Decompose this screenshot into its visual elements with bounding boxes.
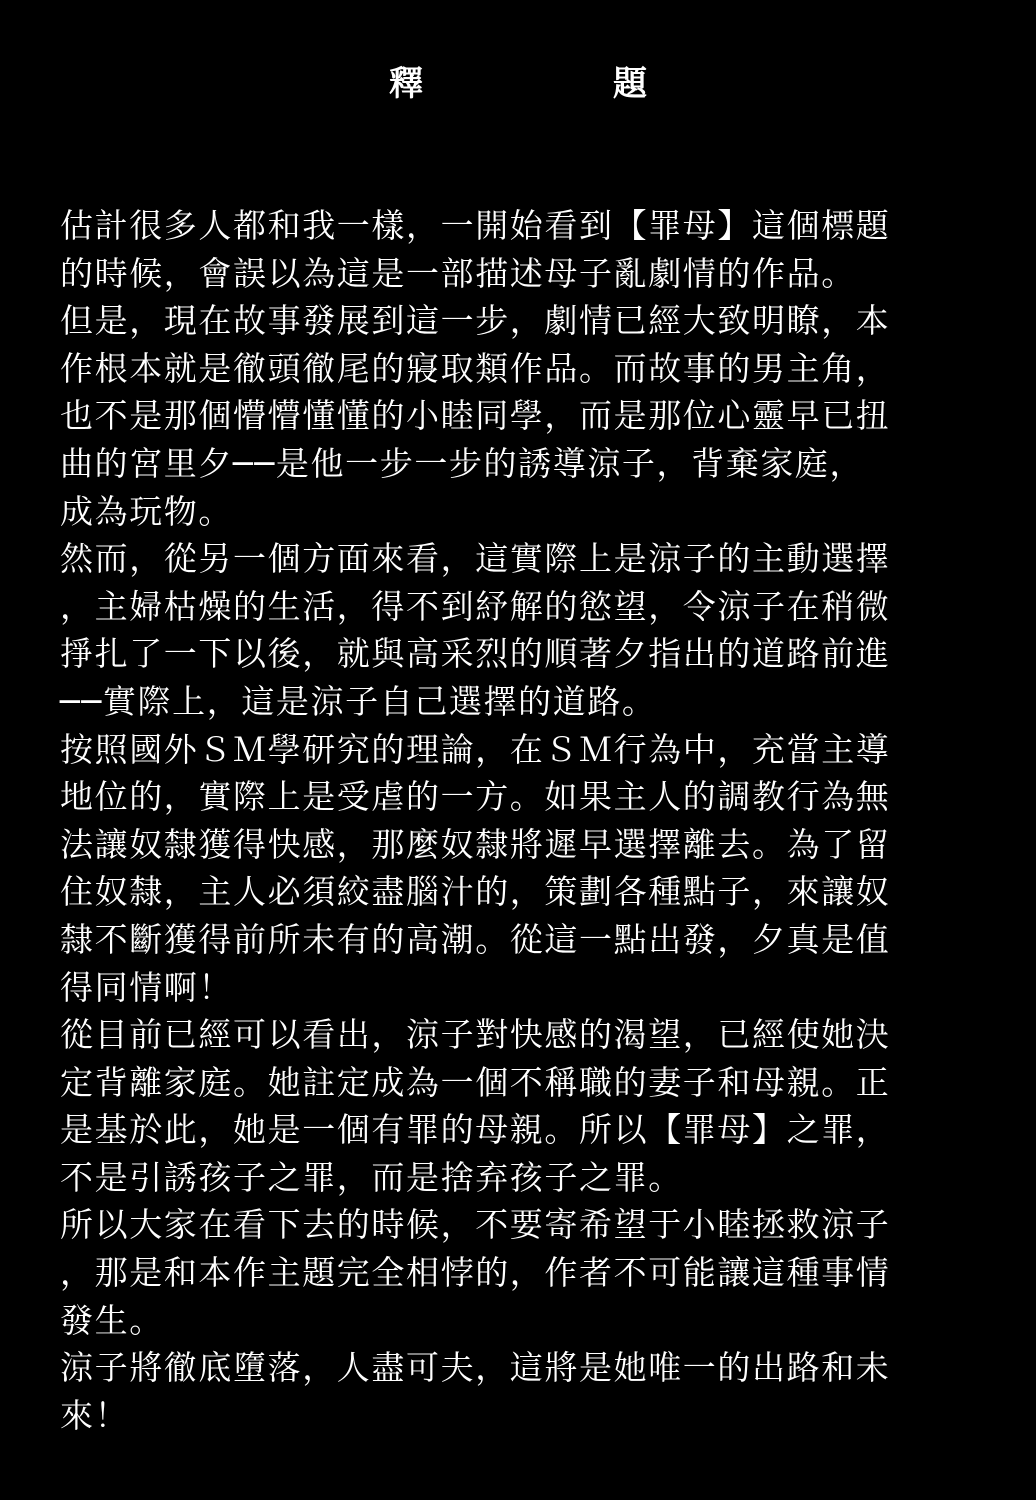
text-line: 得同情啊！ (60, 967, 233, 1007)
text-line: 涼子將徹底墮落，人盡可夫，這將是她唯一的出路和未 (60, 1348, 891, 1388)
text-line: 曲的宮里夕──是他一步一步的誘導涼子，背棄家庭， (60, 443, 865, 483)
text-line: 然而，從另一個方面來看，這實際上是涼子的主動選擇 (60, 539, 891, 579)
text-line: 住奴隸，主人必須絞盡腦汁的，策劃各種點子，來讓奴 (60, 872, 891, 912)
text-line: 成為玩物。 (60, 491, 233, 531)
text-line: 來！ (60, 1395, 130, 1435)
text-line: 掙扎了一下以後，就與高采烈的順著夕指出的道路前進 (60, 634, 891, 674)
text-line: 所以大家在看下去的時候，不要寄希望于小睦拯救涼子 (60, 1205, 891, 1245)
text-line: 估計很多人都和我一樣，一開始看到【罪母】這個標題 (60, 206, 891, 245)
text-line: 發生。 (60, 1300, 164, 1340)
page-title: 釋 題 (389, 64, 725, 104)
text-line: 但是，現在故事發展到這一步，劇情已經大致明瞭，本 (60, 301, 891, 341)
text-line: 也不是那個懵懵懂懂的小睦同學，而是那位心靈早已扭 (60, 396, 891, 436)
text-line: 作根本就是徹頭徹尾的寢取類作品。而故事的男主角， (60, 348, 891, 388)
text-line: 是基於此，她是一個有罪的母親。所以【罪母】之罪， (60, 1110, 891, 1150)
text-line: ，那是和本作主題完全相悖的，作者不可能讓這種事情 (60, 1253, 891, 1293)
text-line: 不是引誘孩子之罪，而是捨弃孩子之罪。 (60, 1157, 683, 1197)
text-line: 定背離家庭。她註定成為一個不稱職的妻子和母親。正 (60, 1062, 891, 1102)
text-line: 從目前已經可以看出，涼子對快感的渴望，已經使她決 (60, 1015, 891, 1055)
text-line: 的時候，會誤以為這是一部描述母子亂劇情的作品。 (60, 253, 856, 293)
text-line: ──實際上，這是涼子自己選擇的道路。 (60, 681, 657, 721)
text-line: 隸不斷獲得前所未有的高潮。從這一點出發，夕真是值 (60, 919, 891, 959)
text-line: 法讓奴隸獲得快感，那麼奴隸將遲早選擇離去。為了留 (60, 824, 891, 864)
text-line: ，主婦枯燥的生活，得不到紓解的慾望，令涼子在稍微 (60, 586, 891, 626)
body-text (60, 202, 976, 1439)
text-line: 地位的，實際上是受虐的一方。如果主人的調教行為無 (60, 777, 891, 817)
text-line: 按照國外ＳＭ學研究的理論，在ＳＭ行為中，充當主導 (60, 729, 891, 769)
